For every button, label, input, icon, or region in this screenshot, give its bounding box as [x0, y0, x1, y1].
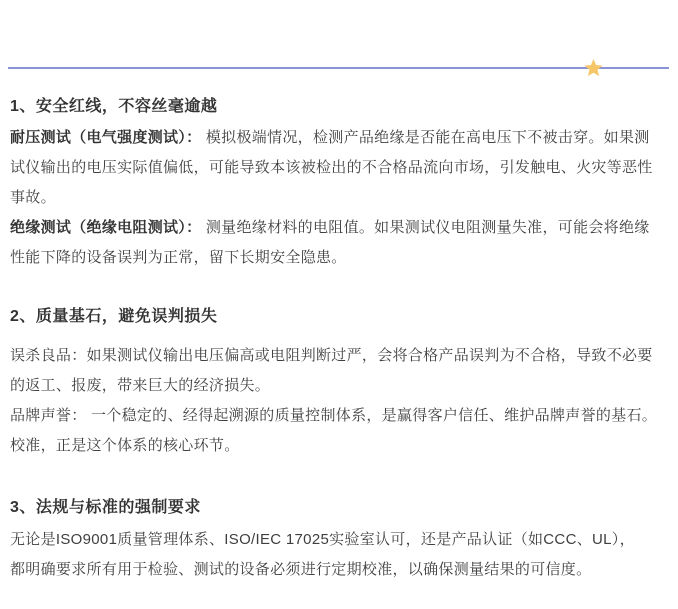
line-text: 事故。: [10, 189, 56, 206]
line-text: 的返工、报废，带来巨大的经济损失。: [10, 377, 271, 394]
section-1-heading: 1、安全红线，不容丝毫逾越: [10, 98, 218, 115]
paragraph-line: [10, 525, 670, 555]
paragraph-line: [10, 213, 670, 243]
paragraph-line: [10, 371, 670, 401]
paragraph-line: [10, 555, 670, 585]
bold-lead-text: 绝缘测试（绝缘电阻测试）：: [10, 219, 202, 236]
paragraph-line: [10, 243, 670, 273]
line-text: 模拟极端情况，检测产品绝缘是否能在高电压下不被击穿。如果测: [201, 129, 650, 146]
section-1-body: [10, 123, 670, 273]
section-2-heading: 2、质量基石，避免误判损失: [10, 308, 218, 325]
line-text: 性能下降的设备误判为正常，留下长期安全隐患。: [10, 249, 347, 266]
section-3-heading: 3、法规与标准的强制要求: [10, 499, 201, 516]
paragraph-line: [10, 153, 670, 183]
paragraph-line: [10, 341, 670, 371]
section-3-body: [10, 525, 670, 585]
bold-lead-text: 耐压测试（电气强度测试）：: [10, 129, 202, 146]
line-text: 无论是ISO9001质量管理体系、ISO/IEC 17025实验室认可，还是产品认证（如CCC、UL），: [10, 531, 635, 548]
star-icon: [584, 59, 603, 78]
section-divider-line: [8, 67, 669, 69]
line-text: 都明确要求所有用于检验、测试的设备必须进行定期校准，以确保测量结果的可信度。: [10, 561, 592, 578]
line-text: 试仪输出的电压实际值偏低，可能导致本该被检出的不合格品流向市场，引发触电、火灾等恶性: [10, 159, 653, 176]
paragraph-line: [10, 401, 670, 431]
paragraph-line: [10, 431, 670, 461]
line-text: 校准，正是这个体系的核心环节。: [10, 437, 240, 454]
paragraph-line: [10, 123, 670, 153]
star-shape: [584, 59, 602, 76]
line-text: 品牌声誉： 一个稳定的、经得起溯源的质量控制体系，是赢得客户信任、维护品牌声誉的基石。: [10, 407, 658, 424]
line-text: 测量绝缘材料的电阻值。如果测试仪电阻测量失准，可能会将绝缘: [201, 219, 650, 236]
paragraph-line: [10, 183, 670, 213]
section-2-body: [10, 341, 670, 461]
line-text: 误杀良品：如果测试仪输出电压偏高或电阻判断过严，会将合格产品误判为不合格，导致不必要: [10, 347, 653, 364]
